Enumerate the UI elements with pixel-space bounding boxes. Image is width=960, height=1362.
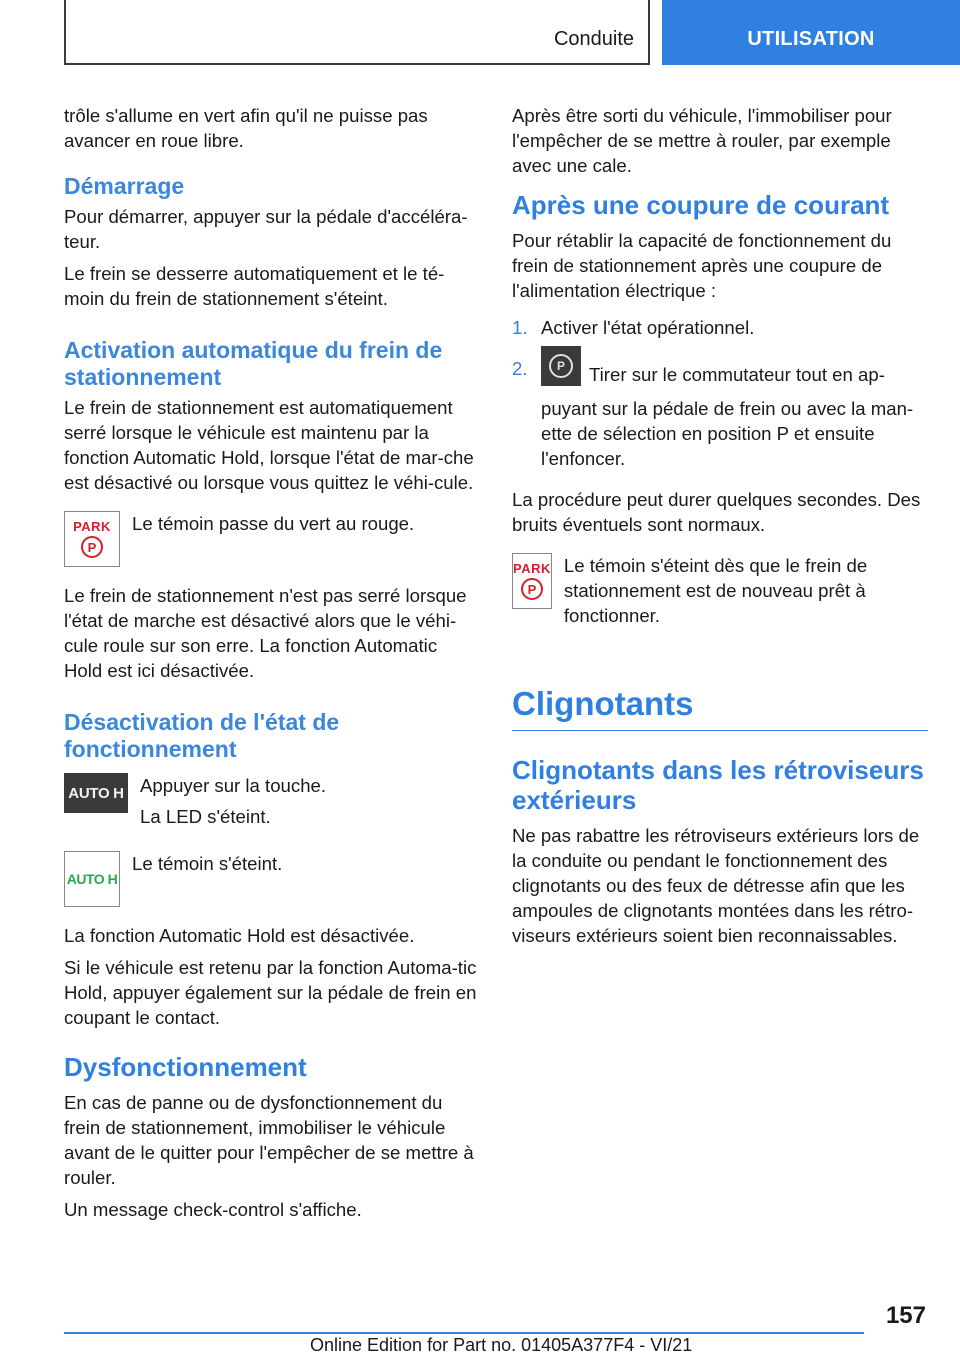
list-item: 2. P Tirer sur le commutateur tout en ap-puyant sur la pédale de frein ou avec la man-ette de sélection en position P et ensuite l'enfoncer. [512,356,928,471]
auto-h-green-indicator-icon: AUTO H [64,851,120,907]
restore-steps-list [512,315,928,471]
header-chapter-tab [662,0,960,65]
heading-start: Démarrage [64,173,185,199]
heading-auto-activation: Activation automatique du frein de stationnement [64,337,443,390]
paragraph-park-indicator: Le témoin passe du vert au rouge. [132,513,415,534]
header-section-box [64,0,650,65]
heading-mirror-signals: Clignotants dans les rétroviseurs extérieurs [512,755,924,815]
paragraph-start-1: Pour démarrer, appuyer sur la pédale d'accéléra-teur. [64,206,468,252]
paragraph-after-exit: Après être sorti du véhicule, l'immobiliser pour l'empêcher de se mettre à rouler, par exemple avec une cale. [512,105,892,176]
list-item: 1. Activer l'état opérationnel. [512,317,755,338]
autoh-indicator-row [64,851,480,907]
paragraph-check-control: Un message check-control s'affiche. [64,1199,362,1220]
paragraph-auto-activation: Le frein de stationnement est automatiquement serré lorsque le véhicule est maintenu par la fonction Automatic Hold, lorsque l'état de mar-che est désactivé ou lorsque vous quittez le véhi-cule. [64,397,474,493]
paragraph-press-button: Appuyer sur la touche. [140,775,327,796]
footer-edition: Online Edition for Part no. 01405A377F4 - VI/21 [310,1335,693,1355]
paragraph-led-off: La LED s'éteint. [140,806,271,827]
header-section-title: Conduite [553,28,634,50]
paragraph-power-loss: Pour rétablir la capacité de fonctionnement du frein de stationnement après une coupure de l'alimentation électrique : [512,230,892,301]
paragraph-intro: trôle s'allume en vert afin qu'il ne puisse pas avancer en roue libre. [64,105,428,151]
parking-brake-switch-icon: P [541,346,581,386]
auto-h-button-icon: AUTO H [64,773,128,813]
heading-malfunction: Dysfonctionnement [64,1052,307,1082]
page-header [0,0,960,66]
paragraph-malfunction: En cas de panne ou de dysfonctionnement du frein de stationnement, immobiliser le véhicule avant de le quitter pour l'empêcher de se mettre à rouler. [64,1092,474,1188]
autoh-button-row [64,773,480,835]
heading-power-loss: Après une coupure de courant [512,190,890,220]
paragraph-mirror-signals: Ne pas rabattre les rétroviseurs extérieurs lors de la conduite ou pendant le fonctionnement des clignotants ou des feux de détresse afin que les ampoules de clignotants montées dans les rétro-viseurs extérieurs soient bien reconnaissables. [512,825,920,946]
left-column [64,103,480,1229]
paragraph-start-2: Le frein se desserre automatiquement et le té-moin du frein de stationnement s'éteint. [64,263,445,309]
right-column [512,103,928,955]
page-number: 157 [885,1302,926,1329]
paragraph-held: Si le véhicule est retenu par la fonction Automa-tic Hold, appuyer également sur la pédale de frein en coupant le contact. [64,957,477,1028]
park-ready-row [512,553,928,634]
chapter-title-signals: Clignotants [512,684,928,731]
paragraph-ready: Le témoin s'éteint dès que le frein de stationnement est de nouveau prêt à fonctionner. [563,555,868,626]
footer-divider [64,1332,864,1334]
paragraph-not-applied: Le frein de stationnement n'est pas serré lorsque l'état de marche est désactivé alors que le véhi-cule roule sur son erre. La fonction Automatic Hold est ici désactivée. [64,585,467,681]
park-indicator-row [64,511,480,567]
header-chapter-title: UTILISATION [747,28,875,50]
heading-deactivation: Désactivation de l'état de fonctionnement [64,709,340,762]
paragraph-deactivated: La fonction Automatic Hold est désactivée. [64,925,415,946]
paragraph-indicator-off: Le témoin s'éteint. [132,853,283,874]
park-brake-red-icon: PARK P [64,511,120,567]
park-brake-red-icon: PARK P [512,553,552,609]
paragraph-duration: La procédure peut durer quelques secondes. Des bruits éventuels sont normaux. [512,489,921,535]
